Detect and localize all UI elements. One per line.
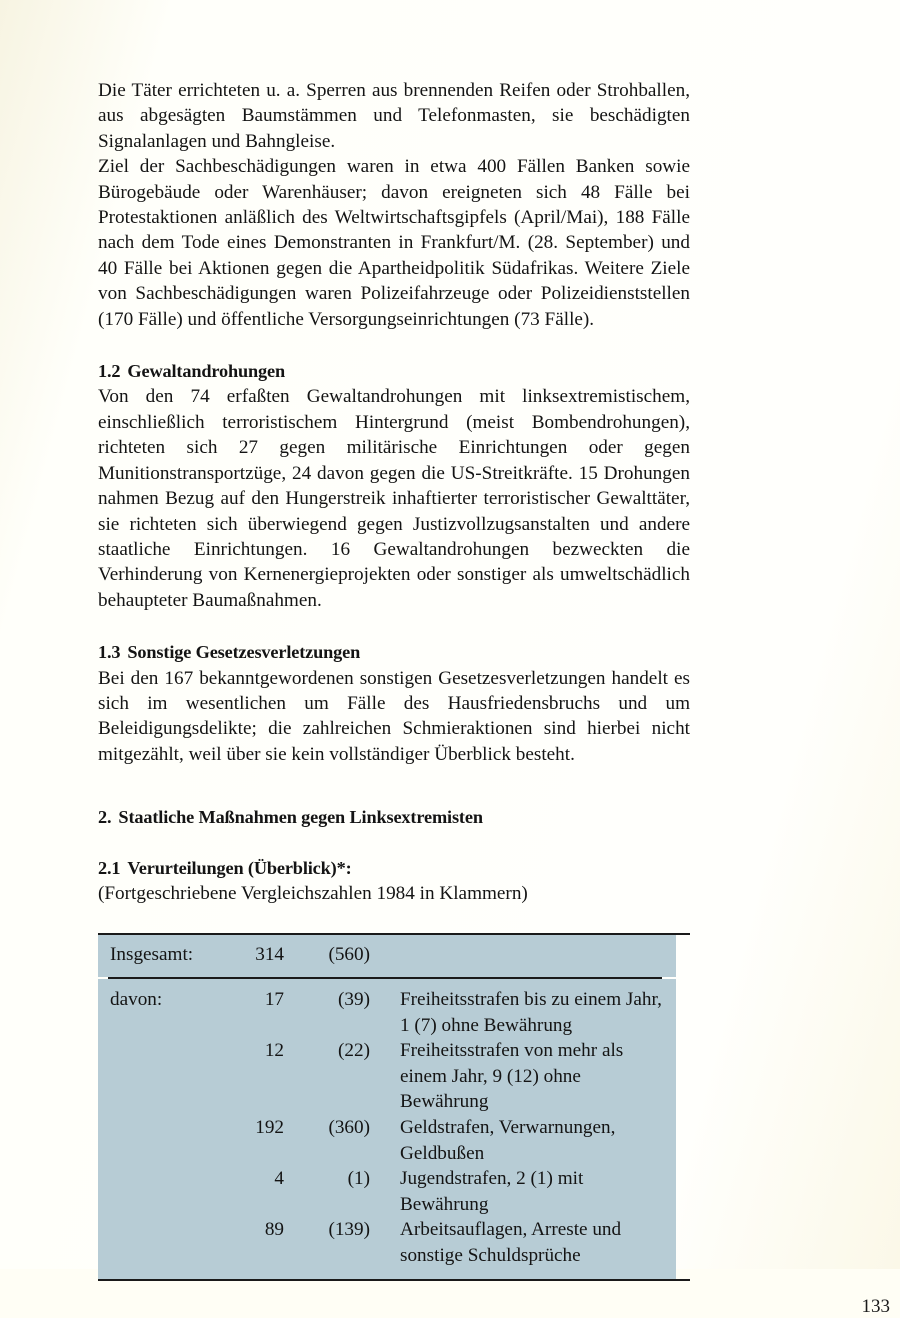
row-value: 12 [264, 1040, 284, 1062]
page-number: 133 [861, 1296, 890, 1317]
paragraph-other-offences: Bei den 167 bekanntgewordenen sonstigen Gesetzesverletzungen handelt es sich im wesentlichen um Fälle des Hausfriedensbruchs und um Beleidigungsdelikte; die zahlreichen Schmieraktionen sind hierbei nicht mitgezählt, weil über sie kein vollständiger Überblick besteht. [98, 667, 690, 765]
row-previous-value: (39) [338, 988, 370, 1010]
row-previous-value: (360) [328, 1116, 370, 1138]
row-description: Arbeitsauflagen, Arreste und sonstige Schuldsprüche [400, 1219, 622, 1266]
heading-2 [98, 805, 690, 830]
row-label [98, 1217, 220, 1268]
row-previous-value: (1) [347, 1168, 370, 1190]
row-value: 192 [255, 1116, 284, 1138]
row-previous-value: (139) [328, 1219, 370, 1241]
page-content [98, 78, 890, 1317]
row-label [98, 1166, 220, 1217]
convictions-table-body [98, 935, 676, 977]
heading-1-3-number: 1.3 [98, 642, 121, 663]
paragraph-intro: Die Täter errichteten u. a. Sperren aus brennenden Reifen oder Strohballen, aus abgesägten Baumstämmen und Telefonmasten, sie beschädigten Signalanlagen und Bahngleise. [98, 80, 690, 152]
convictions-table-breakdown [98, 987, 676, 1269]
heading-1-3 [98, 640, 690, 665]
table-caption: (Fortgeschriebene Vergleichszahlen 1984 in Klammern) [98, 882, 528, 904]
row-value: 4 [274, 1168, 284, 1190]
row-value: 17 [264, 988, 284, 1010]
total-previous-value: (560) [328, 944, 370, 966]
row-label: davon: [110, 988, 163, 1010]
row-label [98, 1038, 220, 1115]
table-spacer [98, 979, 676, 987]
spacer [98, 332, 690, 359]
table-row [98, 1166, 676, 1217]
table-bottom-rule [98, 1279, 690, 1281]
paragraph-threats: Von den 74 erfaßten Gewaltandrohungen mit linksextremistischem, einschließlich terroristischem Hintergrund (meist Bombendrohungen), richteten sich 27 gegen militärische Einrichtungen oder gegen Munitionstransportzüge, 24 davon gegen die US-Streitkräfte. 15 Drohungen nahmen Bezug auf den Hungerstreik inhaftierter terroristischer Gewalttäter, sie richteten sich überwiegend gegen Justizvollzugsanstalten und andere staatliche Einrichtungen. 16 Gewaltandrohungen bezweckten die Verhinderung von Kernenergieprojekten oder sonstiger als umweltschädlich behaupteter Baumaßnahmen. [98, 386, 690, 611]
heading-2-1-title: Verurteilungen (Überblick)*: [127, 857, 352, 878]
table-row [98, 1115, 676, 1166]
table-row-total [98, 935, 676, 977]
heading-1-3-title: Sonstige Gesetzesverletzungen [127, 642, 361, 663]
row-value: 89 [264, 1219, 284, 1241]
row-description: Jugendstrafen, 2 (1) mit Bewährung [400, 1168, 584, 1215]
heading-2-1-number: 2.1 [98, 857, 121, 878]
spacer [98, 831, 690, 856]
paragraph-property-damage: Ziel der Sachbeschädigungen waren in etwa 400 Fällen Banken sowie Bürogebäude oder Warenhäuser; davon ereigneten sich 48 Fälle bei Protestaktionen anläßlich des Weltwirtschaftsgipfels (April/Mai), 188 Fälle nach dem Tode eines Demonstranten in Frankfurt/M. (28. September) und 40 Fälle bei Aktionen gegen die Apartheidpolitik Südafrikas. Weitere Ziele von Sachbeschädigungen waren Polizeifahrzeuge oder Polizeidienststellen (170 Fälle) und öffentliche Versorgungseinrichtungen (73 Fälle). [98, 156, 690, 330]
heading-1-2-title: Gewaltandrohungen [127, 361, 286, 382]
row-description: Freiheitsstrafen von mehr als einem Jahr, 9 (12) ohne Bewährung [400, 1040, 624, 1113]
convictions-table [98, 933, 676, 1280]
total-label: Insgesamt: [110, 944, 194, 966]
spacer [98, 767, 690, 805]
total-value: 314 [255, 944, 284, 966]
table-row [98, 1217, 676, 1268]
row-description: Freiheitsstrafen bis zu einem Jahr, 1 (7) ohne Bewährung [400, 988, 662, 1036]
total-description [374, 935, 676, 977]
row-previous-value: (22) [338, 1040, 370, 1062]
row-label [98, 1115, 220, 1166]
heading-2-title: Staatliche Maßnahmen gegen Linksextremisten [118, 807, 483, 828]
row-description: Geldstrafen, Verwarnungen, Geldbußen [400, 1116, 616, 1164]
heading-1-2 [98, 359, 690, 384]
heading-1-2-number: 1.2 [98, 361, 121, 382]
heading-2-1 [98, 856, 690, 881]
spacer [98, 613, 690, 640]
table-row [98, 1038, 676, 1115]
table-row [98, 987, 676, 1038]
table-spacer [98, 1269, 676, 1279]
heading-2-number: 2. [98, 807, 112, 828]
